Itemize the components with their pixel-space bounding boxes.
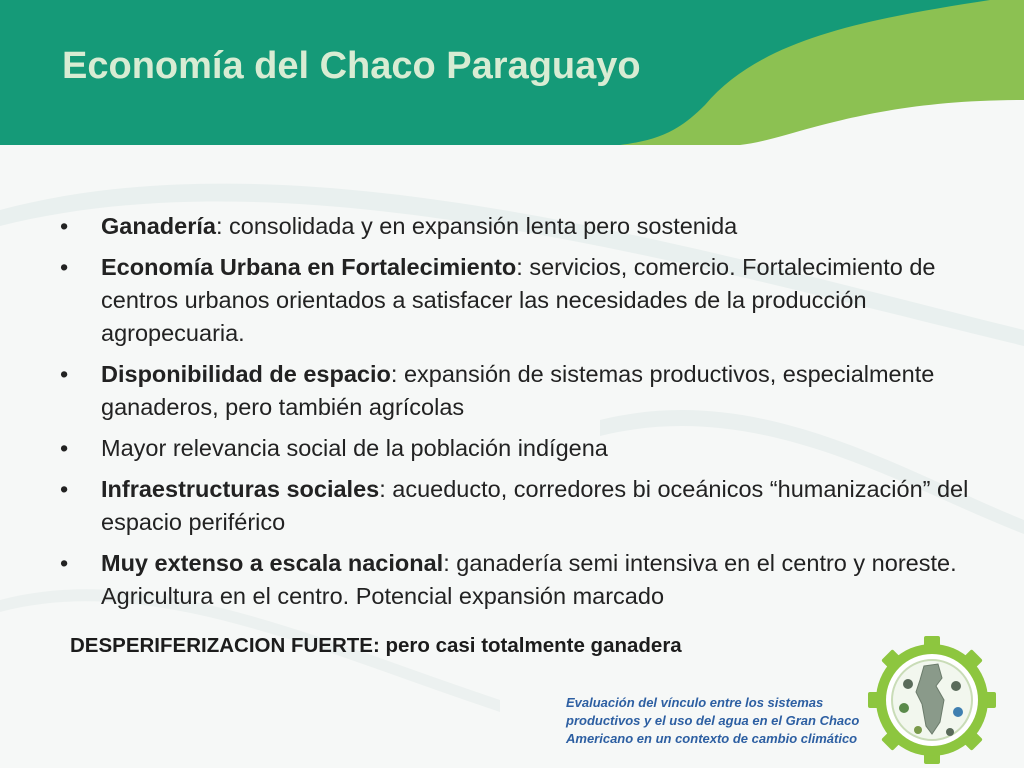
caption-line: Evaluación del vínculo entre los sistemas (566, 695, 824, 710)
tree-icon (899, 703, 909, 713)
bullet-text: : ganadería semi intensiva en el centro y noreste. Agricultura en el centro. Potencial expansión marcado (101, 550, 957, 609)
bullet-text: : expansión de sistemas productivos, especialmente ganaderos, pero también agrícolas (101, 361, 935, 420)
bullet-dot: • (60, 254, 69, 280)
bullet-dot: • (60, 435, 69, 461)
bullet-bold-term: Infraestructuras sociales (101, 476, 380, 502)
bullet-dot: • (60, 213, 69, 239)
highlight-statement: DESPERIFERIZACION FUERTE: pero casi totalmente ganadera (70, 634, 682, 657)
bullet-dot: • (60, 361, 69, 387)
bullet-text: : servicios, comercio. Fortalecimiento de centros urbanos orientados a satisfacer las necesidades de la producción agropecuaria. (101, 254, 936, 346)
bullet-bold-term: Muy extenso a escala nacional (101, 550, 444, 576)
crop-icon (914, 726, 922, 734)
project-logo (866, 634, 998, 766)
caption-line: productivos y el uso del agua en el Gran Chaco (566, 713, 860, 728)
bullet-text: Mayor relevancia social de la población indígena (101, 435, 608, 461)
water-icon (953, 707, 963, 717)
bullet-list (58, 210, 998, 621)
bullet-item (58, 210, 998, 243)
tractor-icon (903, 679, 913, 689)
bullet-text: : acueducto, corredores bi oceánicos “humanización” del espacio periférico (101, 476, 969, 535)
bullet-dot: • (60, 476, 69, 502)
bullet-bold-term: Ganadería (101, 213, 216, 239)
bullet-item (58, 473, 998, 539)
bullet-item (58, 547, 998, 613)
building-icon (946, 728, 954, 736)
bullet-text: : consolidada y en expansión lenta pero sostenida (215, 213, 738, 239)
bullet-bold-term: Disponibilidad de espacio (101, 361, 391, 387)
cow-icon (951, 681, 961, 691)
bullet-item (58, 432, 998, 465)
slide-title: Economía del Chaco Paraguayo (62, 45, 641, 87)
caption-line: Americano en un contexto de cambio climático (566, 731, 858, 746)
bullet-dot: • (60, 550, 69, 576)
project-caption (566, 694, 866, 748)
bullet-item (58, 358, 998, 424)
bullet-bold-term: Economía Urbana en Fortalecimiento (101, 254, 517, 280)
bullet-item (58, 251, 998, 350)
